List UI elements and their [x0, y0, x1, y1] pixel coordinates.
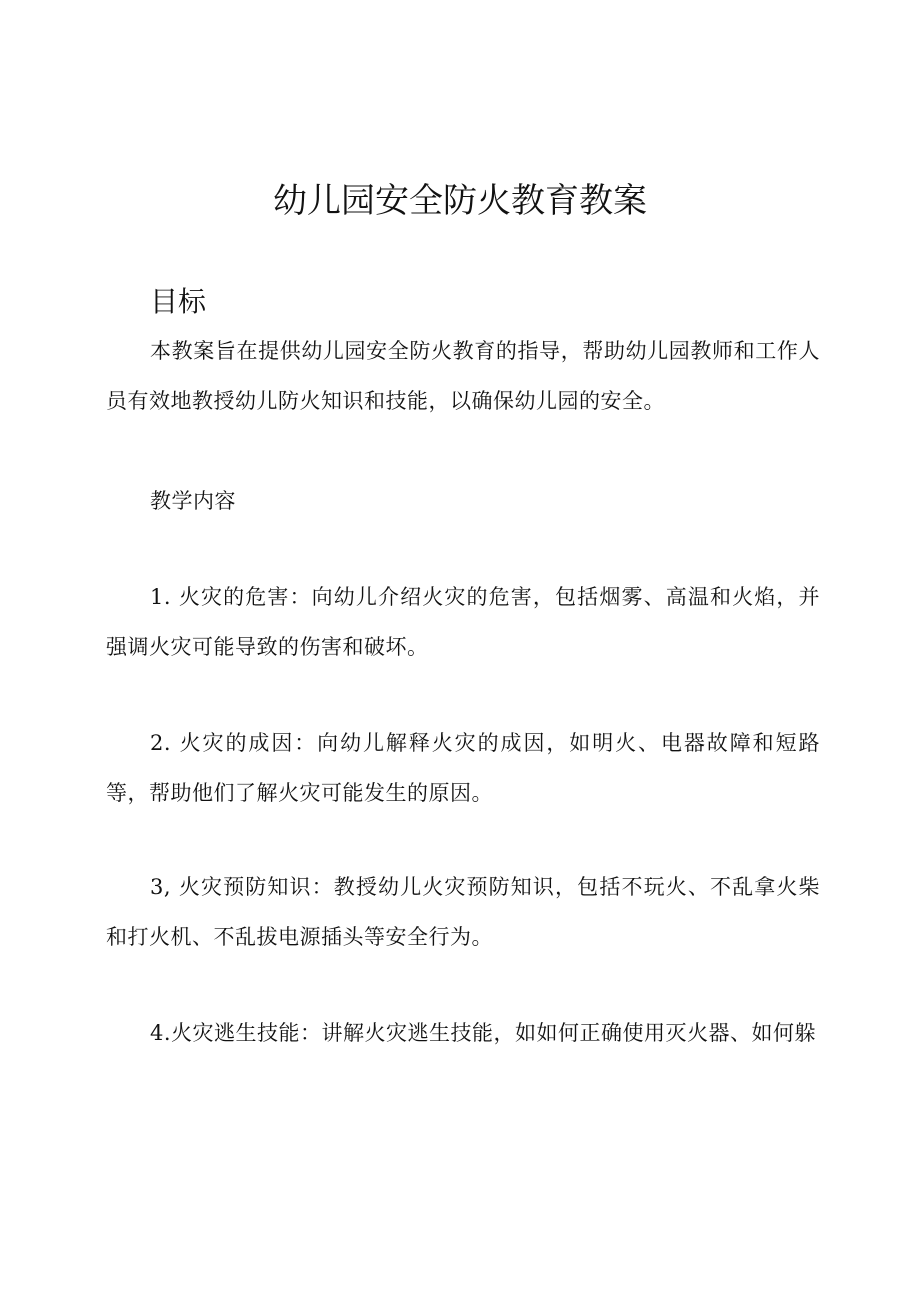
- content-item-3: 3, 火灾预防知识：教授幼儿火灾预防知识，包括不玩火、不乱拿火柴和打火机、不乱拔电源插头等安全行为。: [106, 875, 820, 949]
- content-item-1: 1. 火灾的危害：向幼儿介绍火灾的危害，包括烟雾、高温和火焰，并强调火灾可能导致的伤害和破坏。: [106, 585, 820, 659]
- goal-heading: 目标: [150, 285, 207, 318]
- intro-paragraph: 本教案旨在提供幼儿园安全防火教育的指导，帮助幼儿园教师和工作人员有效地教授幼儿防火知识和技能，以确保幼儿园的安全。: [106, 339, 820, 413]
- section-heading: 教学内容: [150, 489, 236, 513]
- document-title: 幼儿园安全防火教育教案: [273, 181, 647, 221]
- content-item-4: 4.火灾逃生技能：讲解火灾逃生技能，如如何正确使用灭火器、如何躲: [150, 1021, 817, 1045]
- content-item-2: 2. 火灾的成因：向幼儿解释火灾的成因，如明火、电器故障和短路等，帮助他们了解火灾可能发生的原因。: [106, 731, 820, 805]
